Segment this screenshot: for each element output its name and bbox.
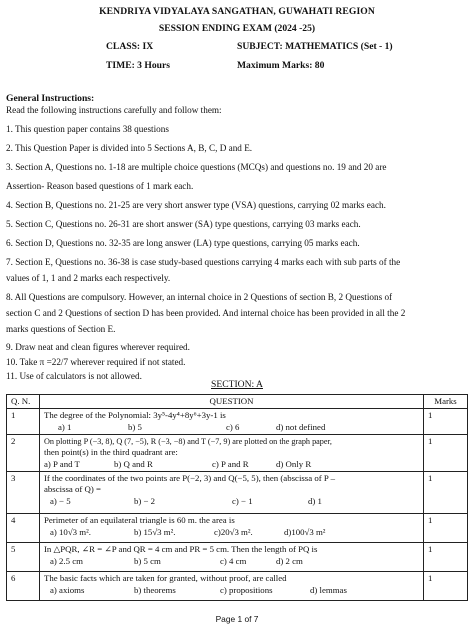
table-row xyxy=(7,409,468,435)
question-number: 1 xyxy=(7,409,40,435)
question-cell xyxy=(40,409,424,435)
question-text: In △PQR, ∠R = ∠P and QR = 4 cm and PR = 5 cm. Then the length of PQ is xyxy=(44,544,318,554)
column-header-qn: Q. N. xyxy=(7,395,40,409)
question-text: then point(s) in the third quadrant are: xyxy=(44,447,178,457)
marks-cell: 1 xyxy=(424,472,468,514)
class-label: CLASS: IX xyxy=(106,41,154,52)
option-c: c) 4 cm xyxy=(220,556,247,566)
instruction-line: 4. Section B, Questions no. 21-25 are very short answer type (VSA) questions, carrying 02 marks each. xyxy=(6,200,386,210)
option-b: b) 5 xyxy=(128,422,142,432)
section-heading xyxy=(0,379,474,390)
option-a: a) 1 xyxy=(58,422,72,432)
option-list xyxy=(44,459,419,470)
option-d: d) lemmas xyxy=(310,585,347,595)
option-a: a) 10√3 m². xyxy=(50,527,91,537)
instruction-line: 11. Use of calculators is not allowed. xyxy=(6,371,142,381)
option-d: d) 2 cm xyxy=(276,556,303,566)
question-number: 5 xyxy=(7,543,40,572)
max-marks-label: Maximum Marks: 80 xyxy=(237,60,325,71)
option-d: d) not defined xyxy=(276,422,326,432)
exam-title: SESSION ENDING EXAM (2024 -25) xyxy=(158,23,316,34)
subject-label: SUBJECT: MATHEMATICS (Set - 1) xyxy=(237,41,393,52)
question-text: Perimeter of an equilateral triangle is 60 m. the area is xyxy=(44,515,235,525)
option-d: d) 1 xyxy=(308,496,322,506)
option-c: c)20√3 m². xyxy=(214,527,253,537)
question-text: The basic facts which are taken for granted, without proof, are called xyxy=(44,573,287,583)
option-list xyxy=(44,496,419,507)
question-number: 4 xyxy=(7,514,40,543)
question-cell xyxy=(40,435,424,472)
time-label: TIME: 3 Hours xyxy=(106,60,170,71)
option-list xyxy=(44,422,419,433)
marks-cell: 1 xyxy=(424,435,468,472)
instruction-line: section C and 2 Questions of section D has been provided. And internal choice has been provided in all the 2 xyxy=(6,308,406,318)
option-a: a) P and T xyxy=(44,459,80,469)
marks-cell: 1 xyxy=(424,514,468,543)
option-list xyxy=(44,556,419,567)
question-cell xyxy=(40,472,424,514)
option-c: c) P and R xyxy=(212,459,249,469)
column-header-marks: Marks xyxy=(424,395,468,409)
table-row xyxy=(7,543,468,572)
table-header-row xyxy=(7,395,468,409)
question-cell xyxy=(40,572,424,601)
option-list xyxy=(44,527,419,538)
option-d: d)100√3 m² xyxy=(284,527,326,537)
option-a: a) axioms xyxy=(50,585,85,595)
instruction-line: values of 1, 1 and 2 marks each respectively. xyxy=(6,273,171,283)
instruction-line: Assertion- Reason based questions of 1 mark each. xyxy=(6,181,194,191)
question-text: If the coordinates of the two points are P(−2, 3) and Q(−5, 5), then (abscissa of P – xyxy=(44,473,336,483)
option-c: c) 6 xyxy=(226,422,240,432)
instruction-line: marks questions of Section E. xyxy=(6,324,116,334)
marks-cell: 1 xyxy=(424,543,468,572)
question-text: On plotting P (−3, 8), Q (7, −5), R (−3, −8) and T (−7, 9) are plotted on the graph paper, xyxy=(44,437,332,446)
option-a: a) 2.5 cm xyxy=(50,556,83,566)
table-row xyxy=(7,572,468,601)
option-c: c) − 1 xyxy=(232,496,253,506)
section-heading-text: SECTION: A xyxy=(211,379,263,390)
question-cell xyxy=(40,543,424,572)
page-number: Page 1 of 7 xyxy=(215,614,259,624)
table-row xyxy=(7,472,468,514)
table-row xyxy=(7,514,468,543)
marks-cell: 1 xyxy=(424,572,468,601)
column-header-question: QUESTION xyxy=(40,395,424,409)
instruction-line: 6. Section D, Questions no. 32-35 are long answer (LA) type questions, carrying 05 marks each. xyxy=(6,238,360,248)
instruction-line: 10. Take π =22/7 wherever required if not stated. xyxy=(6,357,186,367)
question-number: 3 xyxy=(7,472,40,514)
school-title: KENDRIYA VIDYALAYA SANGATHAN, GUWAHATI REGION xyxy=(99,6,375,17)
option-d: d) Only R xyxy=(276,459,312,469)
option-b: b) − 2 xyxy=(134,496,156,506)
instruction-line: 9. Draw neat and clean figures wherever required. xyxy=(6,342,190,352)
marks-cell: 1 xyxy=(424,409,468,435)
option-b: b) theorems xyxy=(134,585,176,595)
instruction-line: 5. Section C, Questions no. 26-31 are short answer (SA) type questions, carrying 03 marks each. xyxy=(6,219,361,229)
question-text: The degree of the Polynomial: 3y⁵-4y⁴+8y⁶+3y-1 is xyxy=(44,410,226,420)
instruction-line: 1. This question paper contains 38 questions xyxy=(6,124,169,134)
table-row xyxy=(7,435,468,472)
option-b: b) Q and R xyxy=(114,459,153,469)
question-table xyxy=(6,394,468,601)
option-list xyxy=(44,585,419,596)
option-b: b) 5 cm xyxy=(134,556,161,566)
question-number: 6 xyxy=(7,572,40,601)
option-b: b) 15√3 m². xyxy=(134,527,176,537)
instruction-line: 2. This Question Paper is divided into 5 Sections A, B, C, D and E. xyxy=(6,143,253,153)
option-c: c) propositions xyxy=(220,585,273,595)
instruction-line: Read the following instructions carefully and follow them: xyxy=(6,105,222,115)
question-cell xyxy=(40,514,424,543)
instruction-line: 7. Section E, Questions no. 36-38 is case study-based questions carrying 4 marks each with sub parts of the xyxy=(6,257,401,267)
instruction-line: 8. All Questions are compulsory. However, an internal choice in 2 Questions of section B, 2 Questions of xyxy=(6,292,393,302)
question-text: abscissa of Q) = xyxy=(44,484,101,494)
question-number: 2 xyxy=(7,435,40,472)
option-a: a) − 5 xyxy=(50,496,71,506)
instruction-line: 3. Section A, Questions no. 1-18 are multiple choice questions (MCQs) and questions no. 19 and 20 are xyxy=(6,162,387,172)
instructions-title: General Instructions: xyxy=(6,93,95,104)
